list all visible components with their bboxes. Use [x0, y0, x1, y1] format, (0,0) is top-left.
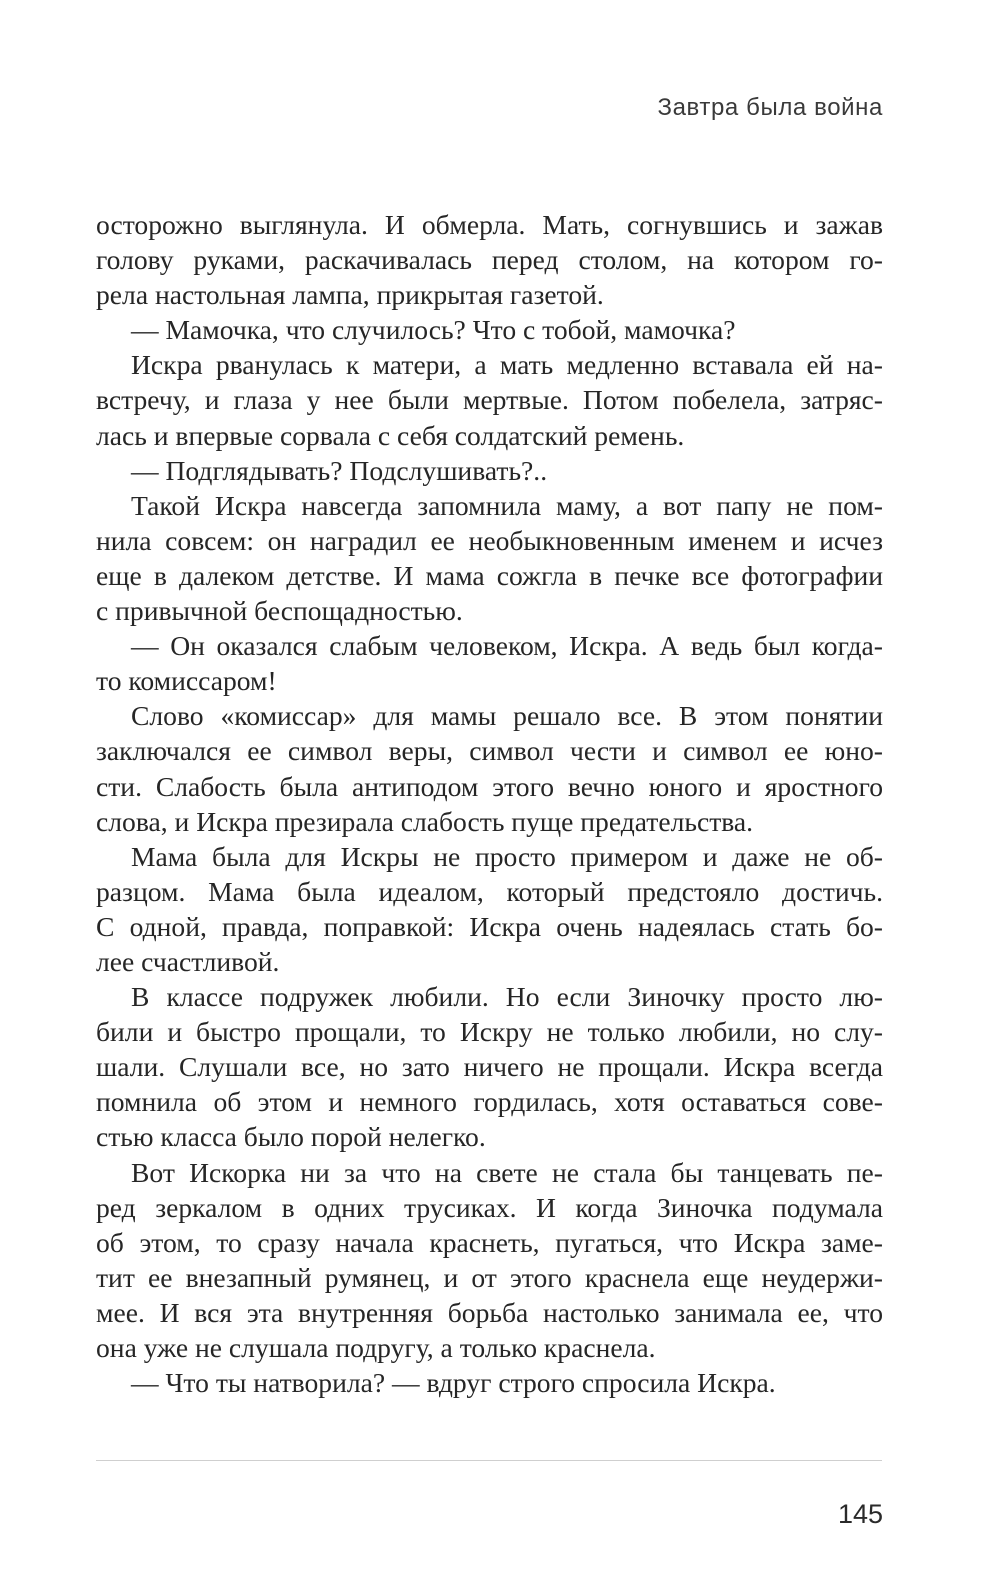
- text-line: С одной, правда, поправкой: Искра очень надеялась стать бо-: [96, 910, 883, 942]
- text-line: нила совсем: он наградил ее необыкновенным именем и исчез: [96, 524, 883, 556]
- text-line: то комиссаром!: [96, 665, 277, 697]
- text-line: Вот Искорка ни за что на свете не стала бы танцевать пе-: [131, 1156, 883, 1188]
- text-line: — Мамочка, что случилось? Что с тобой, мамочка?: [131, 314, 736, 346]
- text-line: Слово «комиссар» для мамы решало все. В этом понятии: [131, 700, 883, 732]
- text-line: Такой Искра навсегда запомнила маму, а вот папу не пом-: [131, 489, 883, 521]
- text-line: разцом. Мама была идеалом, который предстояло достичь.: [96, 875, 883, 907]
- text-line: заключался ее символ веры, символ чести и символ ее юно-: [96, 735, 883, 767]
- page-number: 145: [837, 1499, 883, 1529]
- page-body-text: [96, 207, 883, 1400]
- text-line: — Что ты натворила? — вдруг строго спросила Искра.: [131, 1367, 776, 1399]
- text-line: тит ее внезапный румянец, и от этого краснела еще неудержи-: [96, 1261, 883, 1293]
- text-line: с привычной беспощадностью.: [96, 595, 463, 627]
- text-line: — Подглядывать? Подслушивать?..: [131, 454, 548, 486]
- text-line: слова, и Искра презирала слабость пуще предательства.: [96, 805, 754, 837]
- text-line: — Он оказался слабым человеком, Искра. А ведь был когда-: [131, 630, 883, 662]
- text-line: Искра рванулась к матери, а мать медленно вставала ей на-: [131, 349, 883, 381]
- text-line: рела настольная лампа, прикрытая газетой.: [96, 279, 604, 311]
- text-line: били и быстро прощали, то Искру не только любили, но слу-: [96, 1016, 883, 1048]
- text-line: помнила об этом и немного гордилась, хотя оставаться сове-: [96, 1086, 883, 1118]
- text-line: лась и впервые сорвала с себя солдатский ремень.: [96, 419, 685, 451]
- text-line: еще в далеком детстве. И мама сожгла в печке все фотографии: [96, 559, 883, 591]
- text-line: осторожно выглянула. И обмерла. Мать, согнувшись и зажав: [96, 209, 883, 240]
- text-line: голову руками, раскачивалась перед столом, на котором го-: [96, 244, 883, 276]
- text-line: сти. Слабость была антиподом этого вечно юного и яростного: [96, 770, 883, 802]
- text-line: стью класса было порой нелегко.: [96, 1121, 486, 1153]
- text-line: ред зеркалом в одних трусиках. И когда Зиночка подумала: [96, 1191, 883, 1223]
- text-line: встречу, и глаза у нее были мертвые. Потом побелела, затряс-: [96, 384, 883, 416]
- text-line: об этом, то сразу начала краснеть, пугаться, что Искра заме-: [96, 1226, 883, 1258]
- text-line: лее счастливой.: [96, 945, 280, 977]
- footer-rule: [96, 1460, 882, 1461]
- text-line: мее. И вся эта внутренняя борьба настолько занимала ее, что: [96, 1296, 883, 1328]
- text-line: Мама была для Искры не просто примером и даже не об-: [131, 840, 883, 872]
- text-line: шали. Слушали все, но зато ничего не прощали. Искра всегда: [96, 1051, 883, 1083]
- text-line: В классе подружек любили. Но если Зиночку просто лю-: [131, 981, 883, 1013]
- running-head: Завтра была война: [657, 94, 883, 121]
- text-line: она уже не слушала подругу, а только краснела.: [96, 1332, 656, 1363]
